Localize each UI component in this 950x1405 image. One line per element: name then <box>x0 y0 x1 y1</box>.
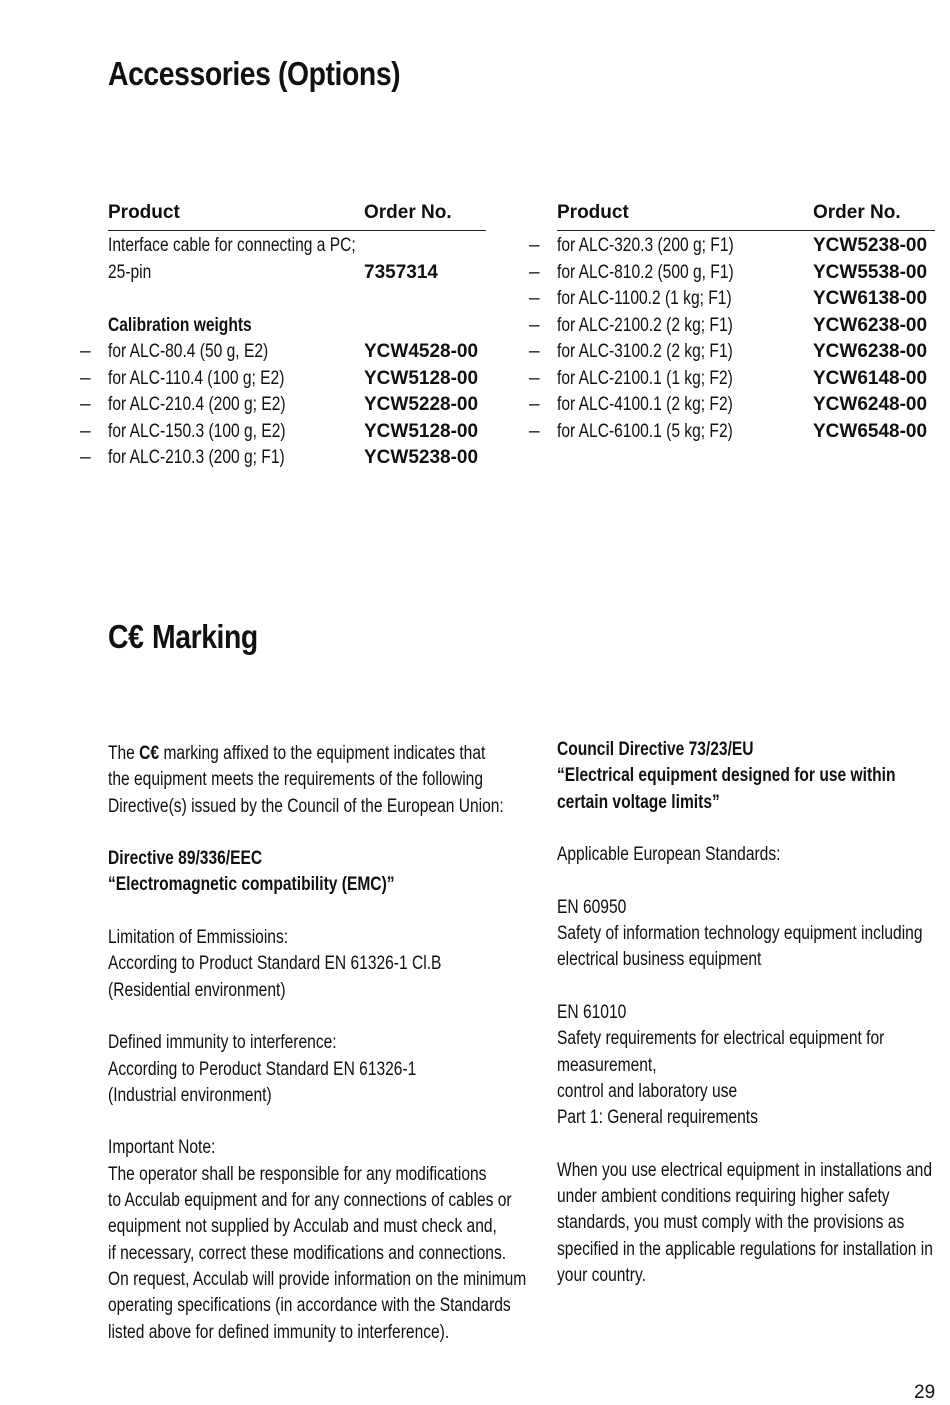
table-row <box>80 366 486 393</box>
ce-mark-inline-icon: C€ <box>139 743 160 764</box>
order-number: YCW5538-00 <box>813 261 928 283</box>
table-row <box>80 419 486 446</box>
standards-label: Applicable European Standards: <box>557 844 781 866</box>
intro-line2: the equipment meets the requirements of the following <box>108 769 484 791</box>
emission-line1: According to Product Standard EN 61326-1 Cl.B <box>108 953 442 975</box>
lvd-heading-2: “Electrical equipment designed for use within <box>557 765 896 787</box>
page-number: 29 <box>914 1382 936 1403</box>
note-line: to Acculab equipment and for any connections of cables or <box>108 1190 512 1212</box>
table-header <box>108 200 486 231</box>
en60950-code: EN 60950 <box>557 896 627 918</box>
en61010-line1: Safety requirements for electrical equipment for <box>557 1028 885 1050</box>
marking-title-text: Marking <box>152 618 258 655</box>
col-product-header: Product <box>557 202 629 223</box>
order-number: YCW5128-00 <box>364 420 479 442</box>
marking-right-column <box>557 737 950 1289</box>
lvd-heading-1: Council Directive 73/23/EU <box>557 739 754 760</box>
col-product-header: Product <box>108 202 180 223</box>
interface-cable-line2: 25-pin <box>108 261 152 283</box>
ce-mark-icon: C€ <box>108 618 144 655</box>
calibration-heading: Calibration weights <box>108 314 252 336</box>
table-row <box>529 260 935 287</box>
ce-marking-title <box>108 618 258 656</box>
col-order-header: Order No. <box>813 202 901 223</box>
table-row <box>529 339 935 366</box>
safety-line: When you use electrical equipment in installations and <box>557 1159 933 1181</box>
emc-heading-2: “Electromagnetic compatibility (EMC)” <box>108 874 395 896</box>
table-row <box>529 419 935 446</box>
accessories-table-right <box>529 200 935 445</box>
accessories-title: Accessories (Options) <box>108 55 401 92</box>
product-name: for ALC-110.4 (100 g; E2) <box>108 367 285 389</box>
en61010-line2: measurement, <box>557 1054 657 1076</box>
order-number: YCW6238-00 <box>813 341 928 362</box>
list-dash: – <box>529 420 540 442</box>
safety-line: under ambient conditions requiring higher safety <box>557 1186 890 1208</box>
en61010-line3: control and laboratory use <box>557 1080 738 1102</box>
en61010-code: EN 61010 <box>557 1001 627 1023</box>
accessories-table-left <box>80 200 486 472</box>
note-line: listed above for defined immunity to interference). <box>108 1321 450 1343</box>
product-name: for ALC-210.4 (200 g; E2) <box>108 394 286 415</box>
list-dash: – <box>80 420 91 442</box>
table-row <box>80 445 486 472</box>
interface-cable-line1: Interface cable for connecting a PC; <box>108 235 356 256</box>
en61010-line4: Part 1: General requirements <box>557 1107 758 1129</box>
lvd-heading-3: certain voltage limits” <box>557 791 720 813</box>
table-header <box>557 200 935 231</box>
table-row <box>80 392 486 419</box>
table-row <box>529 366 935 393</box>
en60950-line1: Safety of information technology equipment including <box>557 923 923 945</box>
product-name: for ALC-210.3 (200 g; F1) <box>108 447 285 468</box>
note-line: On request, Acculab will provide information on the minimum <box>108 1268 527 1290</box>
product-name: for ALC-80.4 (50 g, E2) <box>108 341 269 362</box>
emc-heading-1: Directive 89/336/EEC <box>108 848 263 870</box>
table-row <box>529 313 935 340</box>
note-line: if necessary, correct these modifications and connections. <box>108 1242 507 1264</box>
marking-left-column <box>108 741 527 1346</box>
immunity-line1: According to Peroduct Standard EN 61326-1 <box>108 1058 417 1080</box>
product-name: for ALC-4100.1 (2 kg; F2) <box>557 394 733 415</box>
list-dash: – <box>529 341 540 362</box>
order-number: YCW5128-00 <box>364 367 479 389</box>
list-dash: – <box>529 394 540 415</box>
product-name: for ALC-320.3 (200 g; F1) <box>557 235 734 256</box>
intro-prefix: The <box>108 743 140 764</box>
list-dash: – <box>80 341 91 362</box>
immunity-label: Defined immunity to interference: <box>108 1032 337 1054</box>
table-row <box>529 392 935 419</box>
list-dash: – <box>529 288 540 309</box>
immunity-line2: (Industrial environment) <box>108 1084 272 1106</box>
order-number: YCW5238-00 <box>813 235 928 256</box>
note-line: The operator shall be responsible for any modifications <box>108 1163 487 1185</box>
order-number: YCW6148-00 <box>813 367 928 389</box>
table-row <box>108 313 486 340</box>
product-name: for ALC-1100.2 (1 kg; F1) <box>557 288 732 309</box>
product-name: for ALC-810.2 (500 g, F1) <box>557 261 734 283</box>
order-number: YCW6248-00 <box>813 394 928 415</box>
product-name: for ALC-2100.2 (2 kg; F1) <box>557 314 733 336</box>
order-number: YCW6238-00 <box>813 314 928 336</box>
list-dash: – <box>80 394 91 415</box>
table-row <box>108 260 486 287</box>
emission-label: Limitation of Emmissioins: <box>108 927 289 949</box>
interface-cable-order: 7357314 <box>364 261 438 283</box>
safety-line: standards, you must comply with the provisions as <box>557 1212 905 1234</box>
table-row <box>108 233 486 260</box>
order-number: YCW5228-00 <box>364 394 479 415</box>
product-name: for ALC-3100.2 (2 kg; F1) <box>557 341 733 362</box>
note-line: equipment not supplied by Acculab and must check and, <box>108 1216 497 1238</box>
order-number: YCW6138-00 <box>813 288 928 309</box>
emission-line2: (Residential environment) <box>108 979 286 1001</box>
list-dash: – <box>529 314 540 336</box>
table-row <box>80 339 486 366</box>
order-number: YCW5238-00 <box>364 447 479 468</box>
order-number: YCW6548-00 <box>813 420 928 442</box>
list-dash: – <box>529 235 540 256</box>
list-dash: – <box>80 447 91 468</box>
product-name: for ALC-6100.1 (5 kg; F2) <box>557 420 733 442</box>
product-name: for ALC-150.3 (100 g, E2) <box>108 420 286 442</box>
col-order-header: Order No. <box>364 202 452 223</box>
intro-line1: marking affixed to the equipment indicates that <box>159 743 486 764</box>
list-dash: – <box>529 367 540 389</box>
note-line: operating specifications (in accordance with the Standards <box>108 1295 511 1317</box>
intro-line3: Directive(s) issued by the Council of the European Union: <box>108 795 504 817</box>
table-row <box>529 286 935 313</box>
en60950-line2: electrical business equipment <box>557 949 762 971</box>
table-row <box>529 233 935 260</box>
product-name: for ALC-2100.1 (1 kg; F2) <box>557 367 733 389</box>
list-dash: – <box>529 261 540 283</box>
note-label: Important Note: <box>108 1137 216 1159</box>
order-number: YCW4528-00 <box>364 341 479 362</box>
safety-line: specified in the applicable regulations for installation in <box>557 1238 933 1260</box>
list-dash: – <box>80 367 91 389</box>
safety-line: your country. <box>557 1264 646 1286</box>
